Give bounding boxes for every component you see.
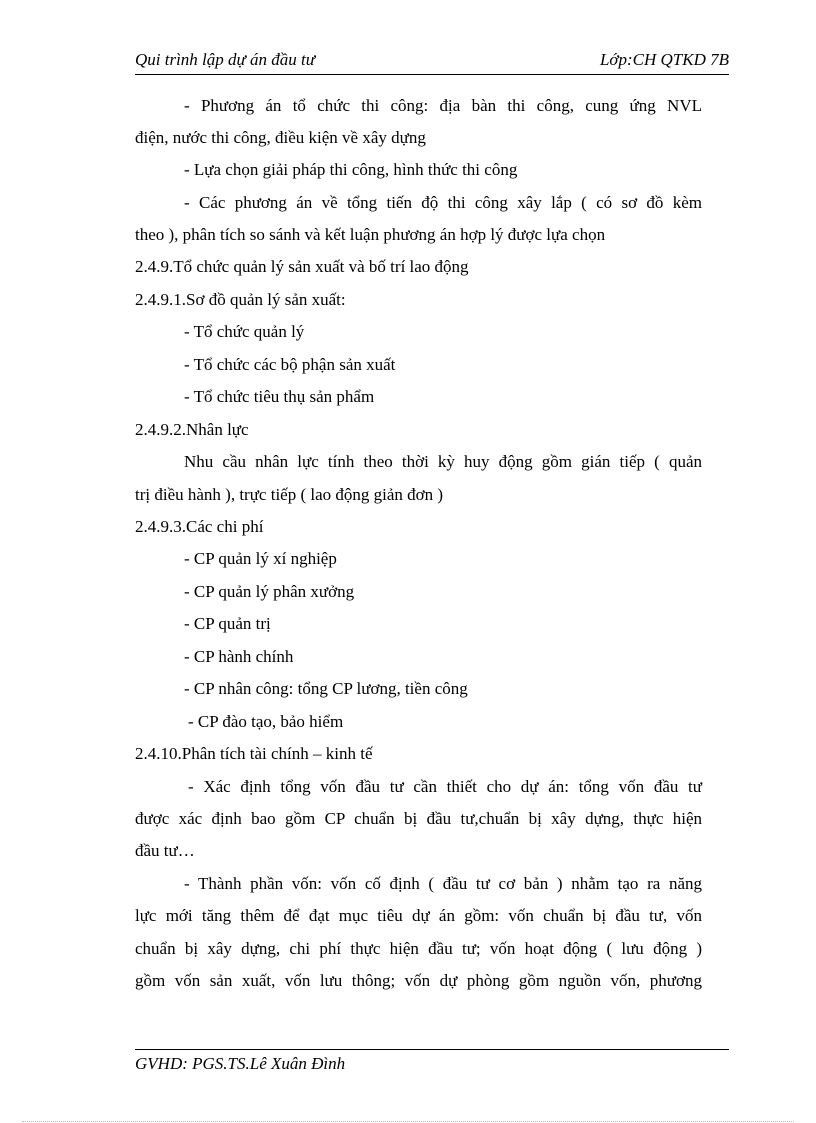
page-bottom-border bbox=[22, 1121, 794, 1122]
header-class: Lớp:CH QTKD 7B bbox=[599, 50, 729, 69]
paragraph-line: lực mới tăng thêm để đạt mục tiêu dự án gồm: vốn chuẩn bị đầu tư, vốn bbox=[135, 906, 702, 925]
bullet-item: - CP nhân công: tổng CP lương, tiền công bbox=[184, 679, 468, 698]
paragraph-line: đầu tư… bbox=[135, 841, 195, 860]
bullet-item: - CP quản trị bbox=[184, 614, 271, 633]
paragraph-line: gồm vốn sản xuất, vốn lưu thông; vốn dự phòng gồm nguồn vốn, phương bbox=[135, 971, 702, 990]
bullet-item: - CP hành chính bbox=[184, 647, 294, 666]
bullet-item: - Tổ chức tiêu thụ sản phẩm bbox=[184, 387, 375, 406]
header-title: Qui trình lập dự án đầu tư bbox=[135, 50, 316, 69]
paragraph-line: chuẩn bị xây dựng, chi phí thực hiện đầu tư; vốn hoạt động ( lưu động ) bbox=[135, 939, 702, 958]
paragraph-line: - Các phương án về tổng tiến độ thi công xây lắp ( có sơ đồ kèm bbox=[184, 193, 702, 212]
paragraph-line: điện, nước thi công, điều kiện về xây dựng bbox=[135, 128, 426, 147]
header-divider bbox=[135, 74, 729, 75]
bullet-item: - Lựa chọn giải pháp thi công, hình thức thi công bbox=[184, 160, 518, 179]
paragraph-line: - Xác định tổng vốn đầu tư cần thiết cho dự án: tổng vốn đầu tư bbox=[188, 777, 702, 796]
page-header bbox=[135, 48, 729, 72]
bullet-item: - CP quản lý xí nghiệp bbox=[184, 549, 337, 568]
section-heading: 2.4.10.Phân tích tài chính – kinh tế bbox=[135, 744, 373, 763]
paragraph-line: Nhu cầu nhân lực tính theo thời kỳ huy động gồm gián tiếp ( quản bbox=[184, 452, 702, 471]
subsection-heading: 2.4.9.1.Sơ đồ quản lý sản xuất: bbox=[135, 290, 346, 309]
section-heading: 2.4.9.Tổ chức quản lý sản xuất và bố trí lao động bbox=[135, 257, 469, 276]
paragraph-line: - Phương án tổ chức thi công: địa bàn thi công, cung ứng NVL bbox=[184, 96, 702, 115]
paragraph-line: được xác định bao gồm CP chuẩn bị đầu tư,chuẩn bị xây dựng, thực hiện bbox=[135, 809, 702, 828]
paragraph-line: theo ), phân tích so sánh và kết luận phương án hợp lý được lựa chọn bbox=[135, 225, 606, 244]
subsection-heading: 2.4.9.2.Nhân lực bbox=[135, 420, 249, 439]
footer-supervisor: GVHD: PGS.TS.Lê Xuân Đình bbox=[135, 1054, 346, 1073]
bullet-item: - CP đào tạo, bảo hiểm bbox=[188, 712, 344, 731]
subsection-heading: 2.4.9.3.Các chi phí bbox=[135, 517, 264, 536]
bullet-item: - Tổ chức các bộ phận sản xuất bbox=[184, 355, 396, 374]
bullet-item: - CP quản lý phân xưởng bbox=[184, 582, 355, 601]
bullet-item: - Tổ chức quản lý bbox=[184, 322, 305, 341]
paragraph-line: - Thành phần vốn: vốn cố định ( đầu tư cơ bản ) nhằm tạo ra năng bbox=[184, 874, 702, 893]
paragraph-line: trị điều hành ), trực tiếp ( lao động giản đơn ) bbox=[135, 485, 444, 504]
footer-divider bbox=[135, 1049, 729, 1050]
